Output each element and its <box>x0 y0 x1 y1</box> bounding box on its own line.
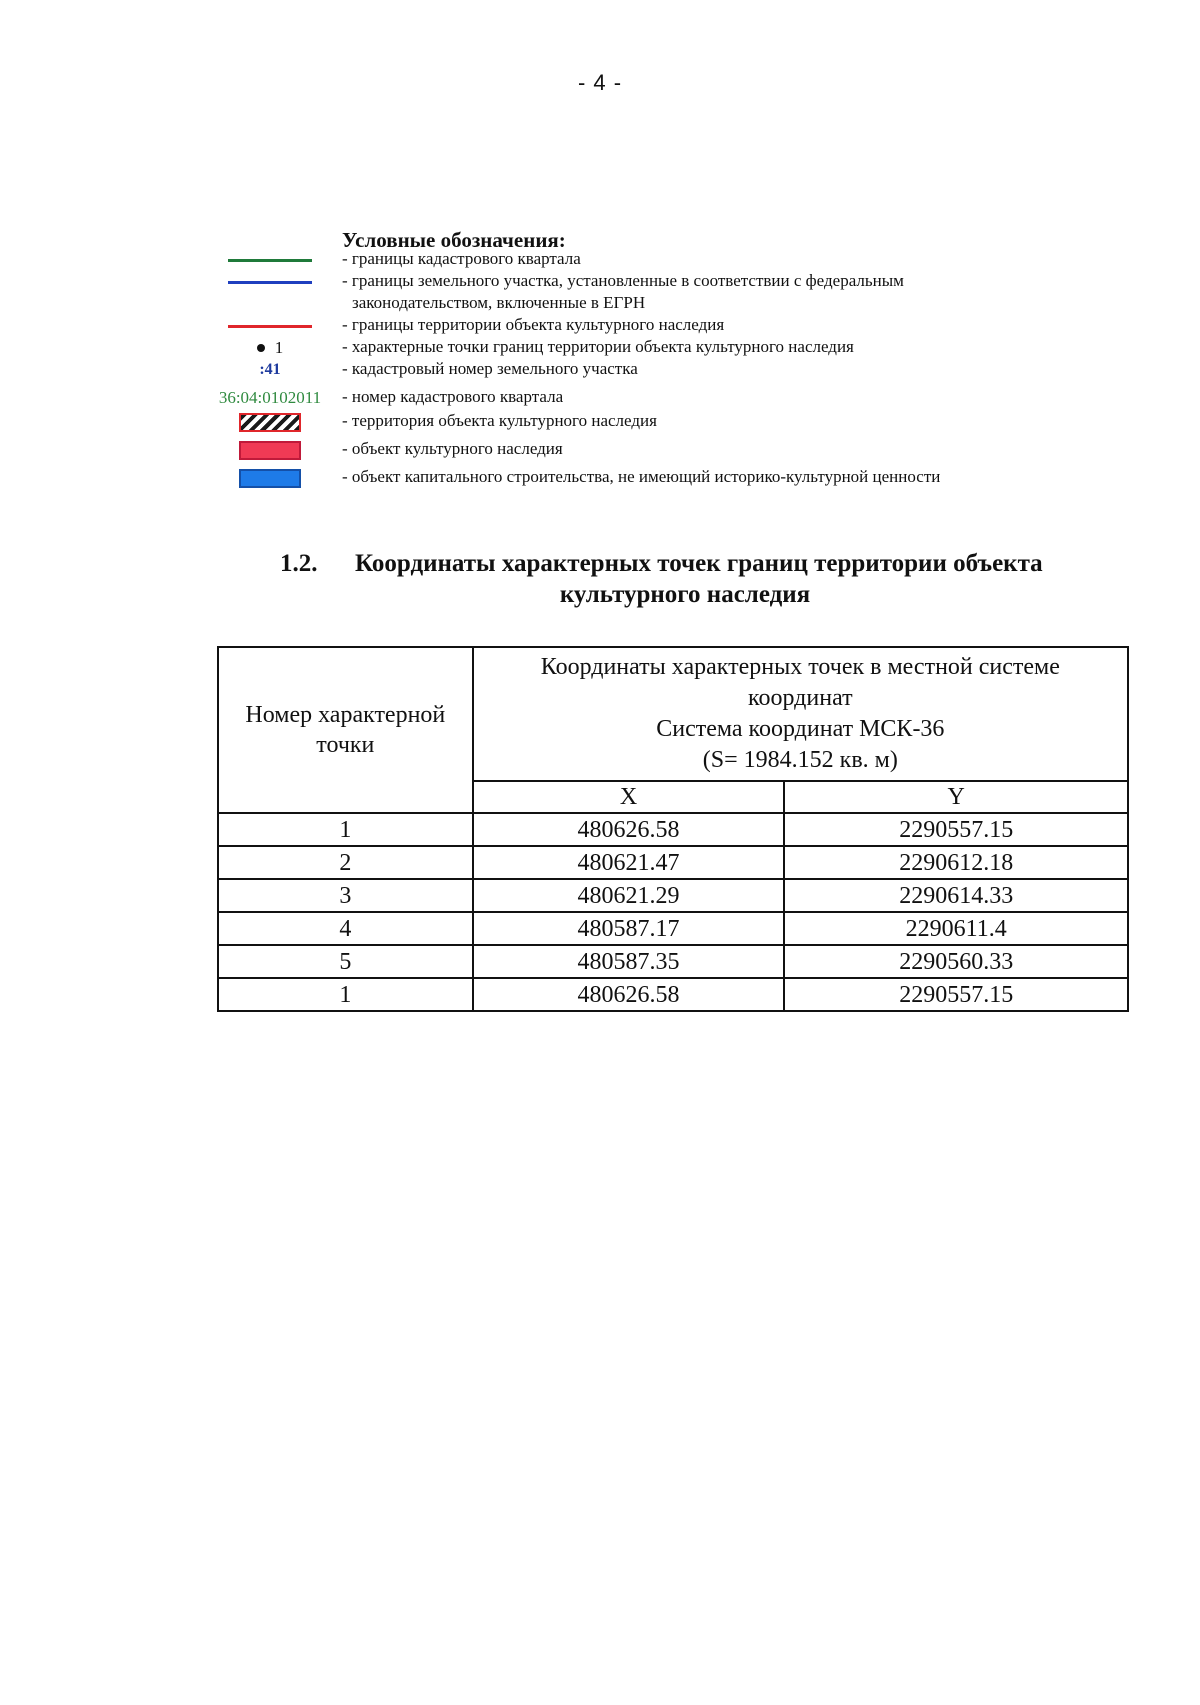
blue-fill-box-icon <box>239 469 301 488</box>
table-row <box>218 978 1128 1011</box>
blue-line-icon <box>228 281 312 284</box>
page-number: - 4 - <box>577 70 623 95</box>
red-line-icon <box>228 325 312 328</box>
cell-x: 480621.29 <box>473 879 785 912</box>
cell-x: 480626.58 <box>473 813 785 846</box>
cell-y: 2290557.15 <box>784 978 1128 1011</box>
quarter-number-sample: 36:04:0102011 <box>218 388 322 407</box>
legend-item <box>0 358 1200 382</box>
legend-item-text: - объект культурного наследия <box>342 439 563 458</box>
legend-item-text: - границы земельного участка, установленные в соответствии с федеральным <box>342 271 904 290</box>
cell-x: 480587.35 <box>473 945 785 978</box>
legend-item-text: - границы территории объекта культурного наследия <box>342 315 725 334</box>
header-coordinates: Координаты характерных точек в местной системе координат Система координат МСК-36 (S= 1984.152 кв. м) <box>473 647 1128 781</box>
cell-x: 480626.58 <box>473 978 785 1011</box>
cell-point-number: 5 <box>218 945 473 978</box>
section-title-line1: Координаты характерных точек границ территории объекта <box>355 550 1043 577</box>
header-point-number: Номер характерной точки <box>218 647 473 813</box>
table-row <box>218 846 1128 879</box>
legend-item-text: - территория объекта культурного наследия <box>342 411 657 430</box>
coordinates-table <box>217 646 1129 1012</box>
legend-item-text-continued: законодательством, включенные в ЕГРН <box>352 293 646 312</box>
cell-point-number: 2 <box>218 846 473 879</box>
cell-x: 480587.17 <box>473 912 785 945</box>
cell-x: 480621.47 <box>473 846 785 879</box>
cell-y: 2290611.4 <box>784 912 1128 945</box>
cell-y: 2290614.33 <box>784 879 1128 912</box>
legend-item-text: - номер кадастрового квартала <box>342 387 564 406</box>
legend-item-text: - границы кадастрового квартала <box>342 249 581 268</box>
hatched-red-box-icon <box>239 413 301 432</box>
legend-item-text: - объект капитального строительства, не имеющий историко-культурной ценности <box>342 467 941 486</box>
legend-item <box>0 314 1200 338</box>
cell-y: 2290560.33 <box>784 945 1128 978</box>
cell-y: 2290557.15 <box>784 813 1128 846</box>
section-number: 1.2. <box>280 550 318 577</box>
green-line-icon <box>228 259 312 262</box>
cell-point-number: 1 <box>218 978 473 1011</box>
cell-point-number: 4 <box>218 912 473 945</box>
header-y: Y <box>784 781 1128 813</box>
cadastral-number-sample: :41 <box>259 361 281 378</box>
cell-y: 2290612.18 <box>784 846 1128 879</box>
red-fill-box-icon <box>239 441 301 460</box>
legend-item <box>0 270 1200 312</box>
legend-item-text: - характерные точки границ территории объекта культурного наследия <box>342 337 854 356</box>
legend-title: Условные обозначения: <box>342 228 566 252</box>
legend-item-text: - кадастровый номер земельного участка <box>342 359 638 378</box>
legend-item <box>0 336 1200 360</box>
header-x: X <box>473 781 785 813</box>
cell-point-number: 3 <box>218 879 473 912</box>
table-row <box>218 912 1128 945</box>
legend-item <box>0 438 1200 462</box>
cell-point-number: 1 <box>218 813 473 846</box>
legend-item <box>0 410 1200 434</box>
table-row <box>218 945 1128 978</box>
legend-item <box>0 466 1200 490</box>
black-dot-icon: 1 <box>257 338 284 358</box>
section-title-line2: культурного наследия <box>559 581 811 608</box>
legend-item <box>0 386 1200 410</box>
table-row <box>218 879 1128 912</box>
legend-item <box>0 248 1200 272</box>
table-row <box>218 813 1128 846</box>
